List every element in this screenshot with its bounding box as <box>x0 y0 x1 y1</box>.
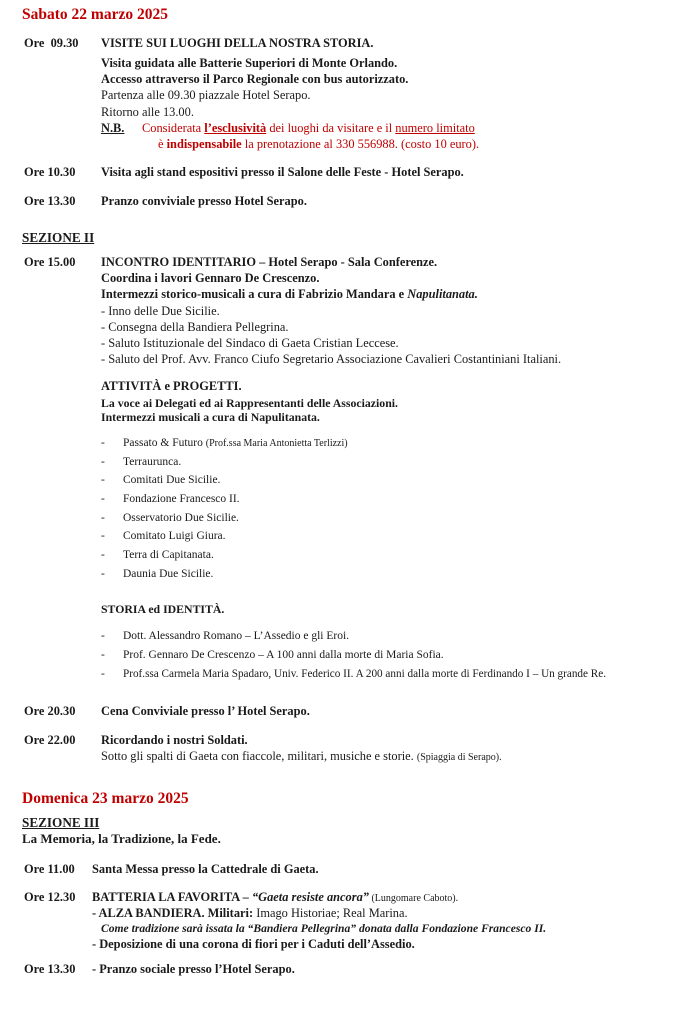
event-1100: Santa Messa presso la Cattedrale di Gaeta. <box>92 862 319 876</box>
list-bullet: - <box>101 668 105 680</box>
event-0930-line3: Partenza alle 09.30 piazzale Hotel Serapo. <box>101 88 311 102</box>
nb-note-line1 <box>142 121 475 136</box>
favorita-motto: “Gaeta resiste ancora” <box>251 890 369 904</box>
event-1230-deposizione: - Deposizione di una corona di fiori per i Caduti dell’Assedio. <box>92 937 415 951</box>
storia-item: Prof. Gennaro De Crescenzo – A 100 anni dalla morte di Maria Sofia. <box>123 649 444 661</box>
event-1330: Pranzo conviviale presso Hotel Serapo. <box>101 194 307 208</box>
nb2-text-3: la prenotazione al 330 556988. (costo 10 euro). <box>241 137 480 151</box>
event-0930-line1: Visita guidata alle Batterie Superiori di Monte Orlando. <box>101 56 398 70</box>
event-2030: Cena Conviviale presso l’ Hotel Serapo. <box>101 704 310 718</box>
event-1500-item: - Inno delle Due Sicilie. <box>101 304 220 318</box>
nb-indispensable: indispensabile <box>166 137 242 151</box>
event-1500-item: - Saluto del Prof. Avv. Franco Ciufo Segretario Associazione Cavalieri Costantiniani Italiani. <box>101 352 562 366</box>
event-1230-tradizione: Come tradizione sarà issata la “Bandiera Pellegrina” donata dalla Fondazione Francesco II. <box>101 922 547 935</box>
storia-item: Dott. Alessandro Romano – L’Assedio e gli Eroi. <box>123 630 350 642</box>
list-bullet: - <box>101 649 105 661</box>
attivita-item: Daunia Due Sicilie. <box>123 568 214 580</box>
attivita-item-note: (Prof.ssa Maria Antonietta Terlizzi) <box>205 438 348 449</box>
list-bullet: - <box>101 474 105 486</box>
list-bullet: - <box>101 493 105 505</box>
storia-item: Prof.ssa Carmela Maria Spadaro, Univ. Federico II. A 200 anni dalla morte di Ferdinando I – Un grande Re. <box>123 668 607 680</box>
attivita-title: ATTIVITÀ e PROGETTI. <box>101 379 242 393</box>
event-1500-intermezzi <box>101 287 478 302</box>
time-0930: Ore 09.30 <box>24 36 79 50</box>
attivita-item: Comitati Due Sicilie. <box>123 474 221 486</box>
event-1030: Visita agli stand espositivi presso il Salone delle Feste - Hotel Serapo. <box>101 165 464 179</box>
event-1500-title: INCONTRO IDENTITARIO – Hotel Serapo - Sala Conferenze. <box>101 255 438 269</box>
nb-text-3: dei luoghi da visitare e il <box>266 121 396 135</box>
list-bullet: - <box>101 437 105 449</box>
time-1100: Ore 11.00 <box>24 862 75 876</box>
attivita-sub1: La voce ai Delegati ed ai Rappresentanti delle Associazioni. <box>101 396 398 410</box>
time-1330: Ore 13.30 <box>24 194 76 208</box>
list-bullet: - <box>101 530 105 542</box>
sunday-title: Domenica 23 marzo 2025 <box>22 790 189 807</box>
nb-note-line2 <box>158 137 479 152</box>
time-1030: Ore 10.30 <box>24 165 76 179</box>
event-2200-line <box>101 749 502 764</box>
alza-bandiera-groups: Imago Historiae; Real Marina. <box>256 906 408 920</box>
event-2200-place: (Spiaggia di Serapo). <box>416 752 502 763</box>
event-0930-title: VISITE SUI LUOGHI DELLA NOSTRA STORIA. <box>101 36 374 50</box>
event-1500-coordinator: Coordina i lavori Gennaro De Crescenzo. <box>101 271 320 285</box>
nb2-text-1: è <box>158 137 167 151</box>
event-1500-item: - Saluto Istituzionale del Sindaco di Gaeta Cristian Leccese. <box>101 336 399 350</box>
event-0930-line2: Accesso attraverso il Parco Regionale con bus autorizzato. <box>101 72 409 86</box>
attivita-item-main: Passato & Futuro <box>123 437 206 449</box>
time-2030: Ore 20.30 <box>24 704 76 718</box>
attivita-item: Terraurunca. <box>123 456 182 468</box>
list-bullet: - <box>101 456 105 468</box>
time-1230: Ore 12.30 <box>24 890 76 904</box>
event-1330-sunday: - Pranzo sociale presso l’Hotel Serapo. <box>92 962 295 976</box>
nb-text-1: Considerata <box>142 121 205 135</box>
section-2-heading: SEZIONE II <box>22 230 95 245</box>
attivita-item: Fondazione Francesco II. <box>123 493 240 505</box>
event-1230-alza <box>92 906 408 921</box>
attivita-item: Terra di Capitanata. <box>123 549 214 561</box>
storia-title: STORIA ed IDENTITÀ. <box>101 602 225 616</box>
section-3-heading: SEZIONE III <box>22 815 100 830</box>
event-2200-title: Ricordando i nostri Soldati. <box>101 733 248 747</box>
event-1230-title <box>92 890 458 905</box>
attivita-item: Comitato Luigi Giura. <box>123 530 226 542</box>
favorita-place: (Lungomare Caboto). <box>368 893 459 904</box>
list-bullet: - <box>101 549 105 561</box>
intermezzi-napulitanata: Napulitanata. <box>407 287 478 301</box>
favorita-text: BATTERIA LA FAVORITA – <box>92 890 252 904</box>
section-3-subtitle: La Memoria, la Tradizione, la Fede. <box>22 831 221 846</box>
intermezzi-text: Intermezzi storico-musicali a cura di Fabrizio Mandara e <box>101 287 408 301</box>
saturday-title: Sabato 22 marzo 2025 <box>22 6 168 23</box>
attivita-sub2: Intermezzi musicali a cura di Napulitanata. <box>101 410 320 424</box>
list-bullet: - <box>101 512 105 524</box>
event-1500-item: - Consegna della Bandiera Pellegrina. <box>101 320 289 334</box>
event-0930-line4: Ritorno alle 13.00. <box>101 105 194 119</box>
nb-limited-number: numero limitato <box>395 121 475 135</box>
time-2200: Ore 22.00 <box>24 733 76 747</box>
time-1330-sunday: Ore 13.30 <box>24 962 76 976</box>
nb-label: N.B. <box>101 121 125 135</box>
list-bullet: - <box>101 630 105 642</box>
alza-bandiera-label: - ALZA BANDIERA. Militari: <box>92 906 257 920</box>
event-2200-text: Sotto gli spalti di Gaeta con fiaccole, militari, musiche e storie. <box>101 749 417 763</box>
attivita-item <box>123 437 348 449</box>
time-1500: Ore 15.00 <box>24 255 76 269</box>
list-bullet: - <box>101 568 105 580</box>
attivita-item: Osservatorio Due Sicilie. <box>123 512 239 524</box>
nb-exclusivity: l’esclusività <box>204 121 267 135</box>
